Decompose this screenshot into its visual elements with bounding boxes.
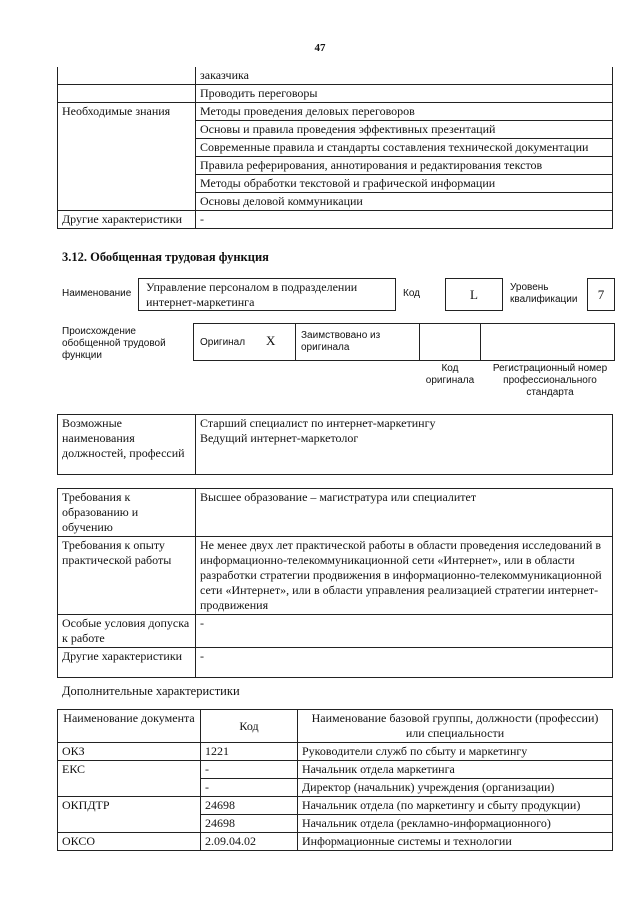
req-label: Особые условия допуска к работе: [58, 615, 196, 648]
row-label: [58, 85, 196, 103]
cell-name: Руководители служб по сбыту и маркетингу: [298, 743, 613, 761]
cell-code: -: [201, 779, 298, 797]
level-value: 7: [587, 278, 615, 311]
origin-divider: [419, 323, 420, 361]
knowledge-table: [57, 67, 613, 229]
row-label: [58, 157, 196, 175]
table-row: [58, 615, 613, 648]
reg-number-label: Регистрационный номер профессионального стандарта: [492, 363, 608, 398]
original-label: Оригинал: [200, 337, 246, 348]
borrowed-label: Заимствовано из оригинала: [301, 330, 381, 353]
table-row: [58, 743, 613, 761]
row-value: Современные правила и стандарты составления технической документации: [196, 139, 613, 157]
row-value: Проводить переговоры: [196, 85, 613, 103]
row-label: [58, 175, 196, 193]
cell-code: 1221: [201, 743, 298, 761]
cell-doc: ОКЗ: [58, 743, 201, 761]
row-value: заказчика: [196, 67, 613, 85]
header-doc: Наименование документа: [58, 710, 201, 743]
cell-name: Начальник отдела (по маркетингу и сбыту продукции): [298, 797, 613, 815]
positions-value: [196, 415, 613, 475]
cell-doc: ОКСО: [58, 833, 201, 851]
table-row: [58, 797, 613, 815]
req-label: Другие характеристики: [58, 648, 196, 678]
code-value: L: [445, 278, 503, 311]
table-row: [58, 193, 613, 211]
req-value: Высшее образование – магистратура или специалитет: [196, 489, 613, 537]
origin-divider: [295, 323, 296, 361]
table-row: [58, 833, 613, 851]
table-header-row: [58, 710, 613, 743]
cell-doc: ОКПДТР: [58, 797, 201, 815]
position-2: Ведущий интернет-маркетолог: [200, 431, 359, 445]
table-row: [58, 648, 613, 678]
additional-table: [57, 709, 613, 851]
table-row: [58, 537, 613, 615]
row-label-knowledge: Необходимые знания: [58, 103, 196, 121]
row-value: Правила реферирования, аннотирования и редактирования текстов: [196, 157, 613, 175]
req-label: Требования к опыту практической работы: [58, 537, 196, 615]
origin-label: Происхождение обобщенной трудовой функции: [62, 326, 166, 361]
origin-divider: [480, 323, 481, 361]
row-label: [58, 121, 196, 139]
cell-code: 24698: [201, 815, 298, 833]
table-row: [58, 139, 613, 157]
table-row: [58, 761, 613, 779]
cell-doc: ЕКС: [58, 761, 201, 779]
row-label: [58, 139, 196, 157]
cell-name: Начальник отдела (рекламно-информационного): [298, 815, 613, 833]
row-value: Основы и правила проведения эффективных презентаций: [196, 121, 613, 139]
row-value: Методы проведения деловых переговоров: [196, 103, 613, 121]
req-value: -: [196, 648, 613, 678]
page-number: 47: [314, 42, 326, 54]
position-1: Старший специалист по интернет-маркетингу: [200, 416, 436, 430]
table-row: [58, 815, 613, 833]
row-value: Основы деловой коммуникации: [196, 193, 613, 211]
positions-table: [57, 414, 613, 475]
additional-title: Дополнительные характеристики: [62, 684, 240, 698]
cell-name: Директор (начальник) учреждения (организации): [298, 779, 613, 797]
row-value: -: [196, 211, 613, 229]
section-title: 3.12. Обобщенная трудовая функция: [62, 250, 269, 264]
row-label-other: Другие характеристики: [58, 211, 196, 229]
table-row: [58, 779, 613, 797]
table-row: [58, 121, 613, 139]
cell-code: -: [201, 761, 298, 779]
cell-name: Начальник отдела маркетинга: [298, 761, 613, 779]
req-value: Не менее двух лет практической работы в области проведения исследований в информационно-телекоммуникационной сети «Интернет», или в области разработки стратегии продвижения в информационно-телекоммуникационной сети «Интернет», или в области управления реализацией стратегии интернет-продвижения: [196, 537, 613, 615]
table-row: [58, 211, 613, 229]
row-value: Методы обработки текстовой и графической информации: [196, 175, 613, 193]
table-row: [58, 175, 613, 193]
table-row: [58, 415, 613, 475]
cell-doc: [58, 815, 201, 833]
cell-code: 24698: [201, 797, 298, 815]
code-label: Код: [403, 288, 421, 299]
code-original-label: Код оригинала: [425, 363, 475, 386]
row-label: [58, 193, 196, 211]
table-row: [58, 489, 613, 537]
req-label: Требования к образованию и обучению: [58, 489, 196, 537]
name-label: Наименование: [62, 288, 132, 299]
table-row: [58, 103, 613, 121]
header-code: Код: [201, 710, 298, 743]
req-value: -: [196, 615, 613, 648]
table-row: [58, 67, 613, 85]
row-label: [58, 67, 196, 85]
header-name: Наименование базовой группы, должности (профессии) или специальности: [298, 710, 613, 743]
table-row: [58, 85, 613, 103]
original-mark: X: [266, 333, 276, 348]
table-row: [58, 157, 613, 175]
requirements-table: [57, 488, 613, 678]
cell-code: 2.09.04.02: [201, 833, 298, 851]
cell-doc: [58, 779, 201, 797]
positions-label: Возможные наименования должностей, профессий: [58, 415, 196, 475]
name-value: Управление персоналом в подразделении интернет-маркетинга: [138, 278, 396, 311]
cell-name: Информационные системы и технологии: [298, 833, 613, 851]
level-label: Уровень квалификации: [510, 282, 578, 305]
